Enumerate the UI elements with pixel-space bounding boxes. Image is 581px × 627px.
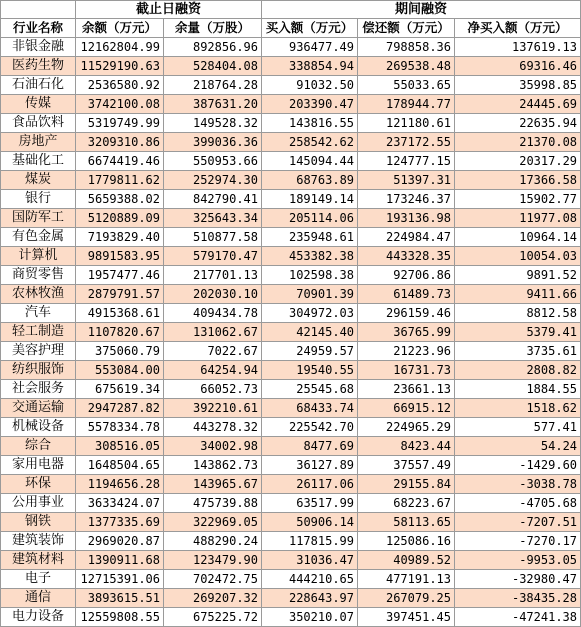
industry-name-cell: 机械设备	[1, 418, 76, 437]
balance-volume-cell: 322969.05	[164, 513, 262, 532]
buy-amount-cell: 36127.89	[262, 456, 358, 475]
buy-amount-cell: 31036.47	[262, 551, 358, 570]
balance-volume-cell: 143965.67	[164, 475, 262, 494]
industry-name-cell: 有色金属	[1, 228, 76, 247]
net-buy-cell: -7270.17	[455, 532, 581, 551]
net-buy-cell: 1884.55	[455, 380, 581, 399]
balance-volume-cell: 252974.30	[164, 171, 262, 190]
balance-volume-cell: 475739.88	[164, 494, 262, 513]
buy-amount-cell: 338854.94	[262, 57, 358, 76]
balance-volume-cell: 202030.10	[164, 285, 262, 304]
balance-volume-cell: 409434.78	[164, 304, 262, 323]
industry-name-cell: 基础化工	[1, 152, 76, 171]
col-header-industry: 行业名称	[1, 19, 76, 38]
table-row	[1, 418, 581, 437]
balance-volume-cell: 510877.58	[164, 228, 262, 247]
buy-amount-cell: 228643.97	[262, 589, 358, 608]
repay-amount-cell: 269538.48	[358, 57, 455, 76]
net-buy-cell: 10054.03	[455, 247, 581, 266]
table-row	[1, 532, 581, 551]
table-row	[1, 171, 581, 190]
table-body	[1, 38, 581, 627]
repay-amount-cell: 8423.44	[358, 437, 455, 456]
balance-volume-cell: 488290.24	[164, 532, 262, 551]
net-buy-cell: -32980.47	[455, 570, 581, 589]
industry-name-cell: 综合	[1, 437, 76, 456]
balance-amount-cell: 12162804.99	[76, 38, 164, 57]
repay-amount-cell: 397451.45	[358, 608, 455, 627]
balance-amount-cell: 308516.05	[76, 437, 164, 456]
buy-amount-cell: 19540.55	[262, 361, 358, 380]
table-row	[1, 570, 581, 589]
balance-volume-cell: 7022.67	[164, 342, 262, 361]
net-buy-cell: 8812.58	[455, 304, 581, 323]
industry-name-cell: 钢铁	[1, 513, 76, 532]
balance-volume-cell: 702472.75	[164, 570, 262, 589]
group-header-balance: 截止日融资	[76, 1, 262, 19]
balance-amount-cell: 675619.34	[76, 380, 164, 399]
net-buy-cell: 10964.14	[455, 228, 581, 247]
table-row	[1, 361, 581, 380]
net-buy-cell: 577.41	[455, 418, 581, 437]
table-row	[1, 152, 581, 171]
balance-volume-cell: 550953.66	[164, 152, 262, 171]
group-header-row	[1, 1, 581, 19]
repay-amount-cell: 798858.36	[358, 38, 455, 57]
balance-amount-cell: 2879791.57	[76, 285, 164, 304]
net-buy-cell: 21370.08	[455, 133, 581, 152]
industry-name-cell: 纺织服饰	[1, 361, 76, 380]
balance-amount-cell: 5659388.02	[76, 190, 164, 209]
repay-amount-cell: 237172.55	[358, 133, 455, 152]
buy-amount-cell: 258542.62	[262, 133, 358, 152]
repay-amount-cell: 37557.49	[358, 456, 455, 475]
repay-amount-cell: 193136.98	[358, 209, 455, 228]
net-buy-cell: 11977.08	[455, 209, 581, 228]
repay-amount-cell: 36765.99	[358, 323, 455, 342]
table-row	[1, 513, 581, 532]
net-buy-cell: 9411.66	[455, 285, 581, 304]
industry-name-cell: 计算机	[1, 247, 76, 266]
repay-amount-cell: 121180.61	[358, 114, 455, 133]
buy-amount-cell: 25545.68	[262, 380, 358, 399]
net-buy-cell: 35998.85	[455, 76, 581, 95]
repay-amount-cell: 58113.65	[358, 513, 455, 532]
balance-volume-cell: 34002.98	[164, 437, 262, 456]
col-header-balance-volume: 余量（万股）	[164, 19, 262, 38]
net-buy-cell: 54.24	[455, 437, 581, 456]
repay-amount-cell: 178944.77	[358, 95, 455, 114]
repay-amount-cell: 61489.73	[358, 285, 455, 304]
buy-amount-cell: 102598.38	[262, 266, 358, 285]
industry-name-cell: 交通运输	[1, 399, 76, 418]
column-header-row	[1, 19, 581, 38]
net-buy-cell: 15902.77	[455, 190, 581, 209]
balance-amount-cell: 375060.79	[76, 342, 164, 361]
balance-amount-cell: 6674419.46	[76, 152, 164, 171]
industry-name-cell: 煤炭	[1, 171, 76, 190]
buy-amount-cell: 203390.47	[262, 95, 358, 114]
table-row	[1, 342, 581, 361]
repay-amount-cell: 477191.13	[358, 570, 455, 589]
industry-name-cell: 商贸零售	[1, 266, 76, 285]
table-row	[1, 304, 581, 323]
net-buy-cell: -7207.51	[455, 513, 581, 532]
table-row	[1, 57, 581, 76]
buy-amount-cell: 50906.14	[262, 513, 358, 532]
balance-amount-cell: 2947287.82	[76, 399, 164, 418]
balance-amount-cell: 5578334.78	[76, 418, 164, 437]
repay-amount-cell: 296159.46	[358, 304, 455, 323]
table-row	[1, 608, 581, 627]
buy-amount-cell: 42145.40	[262, 323, 358, 342]
balance-amount-cell: 1377335.69	[76, 513, 164, 532]
table-row	[1, 114, 581, 133]
industry-name-cell: 通信	[1, 589, 76, 608]
balance-volume-cell: 131062.67	[164, 323, 262, 342]
industry-name-cell: 公用事业	[1, 494, 76, 513]
table-row	[1, 38, 581, 57]
buy-amount-cell: 235948.61	[262, 228, 358, 247]
header-corner	[1, 1, 76, 19]
industry-name-cell: 建筑材料	[1, 551, 76, 570]
buy-amount-cell: 205114.06	[262, 209, 358, 228]
table-row	[1, 95, 581, 114]
col-header-buy-amount: 买入额（万元）	[262, 19, 358, 38]
balance-volume-cell: 443278.32	[164, 418, 262, 437]
buy-amount-cell: 453382.38	[262, 247, 358, 266]
repay-amount-cell: 40989.52	[358, 551, 455, 570]
balance-volume-cell: 64254.94	[164, 361, 262, 380]
buy-amount-cell: 350210.07	[262, 608, 358, 627]
buy-amount-cell: 70901.39	[262, 285, 358, 304]
col-header-net-buy: 净买入额（万元）	[455, 19, 581, 38]
repay-amount-cell: 29155.84	[358, 475, 455, 494]
repay-amount-cell: 124777.15	[358, 152, 455, 171]
balance-amount-cell: 5319749.99	[76, 114, 164, 133]
balance-volume-cell: 675225.72	[164, 608, 262, 627]
industry-name-cell: 社会服务	[1, 380, 76, 399]
repay-amount-cell: 125086.16	[358, 532, 455, 551]
industry-name-cell: 家用电器	[1, 456, 76, 475]
net-buy-cell: -1429.60	[455, 456, 581, 475]
buy-amount-cell: 117815.99	[262, 532, 358, 551]
repay-amount-cell: 51397.31	[358, 171, 455, 190]
group-header-period: 期间融资	[262, 1, 581, 19]
balance-volume-cell: 579170.47	[164, 247, 262, 266]
balance-amount-cell: 3893615.51	[76, 589, 164, 608]
balance-volume-cell: 392210.61	[164, 399, 262, 418]
industry-name-cell: 银行	[1, 190, 76, 209]
balance-volume-cell: 217701.13	[164, 266, 262, 285]
net-buy-cell: 20317.29	[455, 152, 581, 171]
repay-amount-cell: 173246.37	[358, 190, 455, 209]
balance-volume-cell: 143862.73	[164, 456, 262, 475]
balance-amount-cell: 1194656.28	[76, 475, 164, 494]
balance-amount-cell: 12715391.06	[76, 570, 164, 589]
buy-amount-cell: 936477.49	[262, 38, 358, 57]
table-row	[1, 323, 581, 342]
buy-amount-cell: 145094.44	[262, 152, 358, 171]
table-row	[1, 380, 581, 399]
balance-volume-cell: 66052.73	[164, 380, 262, 399]
industry-name-cell: 美容护理	[1, 342, 76, 361]
buy-amount-cell: 225542.70	[262, 418, 358, 437]
balance-amount-cell: 553084.00	[76, 361, 164, 380]
balance-amount-cell: 4915368.61	[76, 304, 164, 323]
table-row	[1, 266, 581, 285]
industry-name-cell: 非银金融	[1, 38, 76, 57]
table-row	[1, 551, 581, 570]
balance-amount-cell: 3742100.08	[76, 95, 164, 114]
repay-amount-cell: 224965.29	[358, 418, 455, 437]
table-row	[1, 247, 581, 266]
buy-amount-cell: 8477.69	[262, 437, 358, 456]
net-buy-cell: -4705.68	[455, 494, 581, 513]
buy-amount-cell: 26117.06	[262, 475, 358, 494]
table-row	[1, 456, 581, 475]
balance-volume-cell: 123479.90	[164, 551, 262, 570]
table-row	[1, 76, 581, 95]
balance-amount-cell: 1648504.65	[76, 456, 164, 475]
industry-name-cell: 农林牧渔	[1, 285, 76, 304]
balance-amount-cell: 12559808.55	[76, 608, 164, 627]
net-buy-cell: 137619.13	[455, 38, 581, 57]
col-header-balance-amount: 余额（万元）	[76, 19, 164, 38]
balance-amount-cell: 1779811.62	[76, 171, 164, 190]
industry-name-cell: 食品饮料	[1, 114, 76, 133]
buy-amount-cell: 189149.14	[262, 190, 358, 209]
table-row	[1, 475, 581, 494]
balance-amount-cell: 2969020.87	[76, 532, 164, 551]
repay-amount-cell: 267079.25	[358, 589, 455, 608]
balance-amount-cell: 7193829.40	[76, 228, 164, 247]
balance-amount-cell: 1390911.68	[76, 551, 164, 570]
balance-volume-cell: 149528.32	[164, 114, 262, 133]
repay-amount-cell: 68223.67	[358, 494, 455, 513]
buy-amount-cell: 91032.50	[262, 76, 358, 95]
industry-name-cell: 医药生物	[1, 57, 76, 76]
buy-amount-cell: 68763.89	[262, 171, 358, 190]
net-buy-cell: 69316.46	[455, 57, 581, 76]
balance-amount-cell: 3633424.07	[76, 494, 164, 513]
table-row	[1, 228, 581, 247]
table-row	[1, 209, 581, 228]
industry-name-cell: 轻工制造	[1, 323, 76, 342]
repay-amount-cell: 443328.35	[358, 247, 455, 266]
net-buy-cell: 2808.82	[455, 361, 581, 380]
balance-volume-cell: 892856.96	[164, 38, 262, 57]
buy-amount-cell: 68433.74	[262, 399, 358, 418]
industry-name-cell: 环保	[1, 475, 76, 494]
net-buy-cell: -47241.38	[455, 608, 581, 627]
balance-amount-cell: 2536580.92	[76, 76, 164, 95]
balance-amount-cell: 1107820.67	[76, 323, 164, 342]
table-row	[1, 589, 581, 608]
balance-volume-cell: 325643.34	[164, 209, 262, 228]
buy-amount-cell: 143816.55	[262, 114, 358, 133]
balance-volume-cell: 218764.28	[164, 76, 262, 95]
balance-amount-cell: 3209310.86	[76, 133, 164, 152]
table-row	[1, 399, 581, 418]
table-row	[1, 285, 581, 304]
industry-name-cell: 汽车	[1, 304, 76, 323]
balance-volume-cell: 528404.08	[164, 57, 262, 76]
buy-amount-cell: 63517.99	[262, 494, 358, 513]
col-header-repay-amount: 偿还额（万元）	[358, 19, 455, 38]
industry-name-cell: 房地产	[1, 133, 76, 152]
table-row	[1, 494, 581, 513]
net-buy-cell: 22635.94	[455, 114, 581, 133]
industry-name-cell: 建筑装饰	[1, 532, 76, 551]
balance-amount-cell: 1957477.46	[76, 266, 164, 285]
buy-amount-cell: 304972.03	[262, 304, 358, 323]
buy-amount-cell: 444210.65	[262, 570, 358, 589]
net-buy-cell: -3038.78	[455, 475, 581, 494]
net-buy-cell: 24445.69	[455, 95, 581, 114]
net-buy-cell: 1518.62	[455, 399, 581, 418]
net-buy-cell: 17366.58	[455, 171, 581, 190]
repay-amount-cell: 224984.47	[358, 228, 455, 247]
net-buy-cell: 5379.41	[455, 323, 581, 342]
industry-name-cell: 电子	[1, 570, 76, 589]
repay-amount-cell: 23661.13	[358, 380, 455, 399]
industry-name-cell: 石油石化	[1, 76, 76, 95]
balance-volume-cell: 387631.20	[164, 95, 262, 114]
balance-volume-cell: 269207.32	[164, 589, 262, 608]
balance-amount-cell: 5120889.09	[76, 209, 164, 228]
balance-volume-cell: 399036.36	[164, 133, 262, 152]
balance-volume-cell: 842790.41	[164, 190, 262, 209]
industry-name-cell: 传媒	[1, 95, 76, 114]
repay-amount-cell: 55033.65	[358, 76, 455, 95]
net-buy-cell: 3735.61	[455, 342, 581, 361]
repay-amount-cell: 21223.96	[358, 342, 455, 361]
repay-amount-cell: 16731.73	[358, 361, 455, 380]
net-buy-cell: 9891.52	[455, 266, 581, 285]
repay-amount-cell: 66915.12	[358, 399, 455, 418]
net-buy-cell: -38435.28	[455, 589, 581, 608]
industry-name-cell: 国防军工	[1, 209, 76, 228]
net-buy-cell: -9953.05	[455, 551, 581, 570]
balance-amount-cell: 11529190.63	[76, 57, 164, 76]
table-row	[1, 437, 581, 456]
buy-amount-cell: 24959.57	[262, 342, 358, 361]
table-row	[1, 190, 581, 209]
table-row	[1, 133, 581, 152]
repay-amount-cell: 92706.86	[358, 266, 455, 285]
balance-amount-cell: 9891583.95	[76, 247, 164, 266]
industry-name-cell: 电力设备	[1, 608, 76, 627]
